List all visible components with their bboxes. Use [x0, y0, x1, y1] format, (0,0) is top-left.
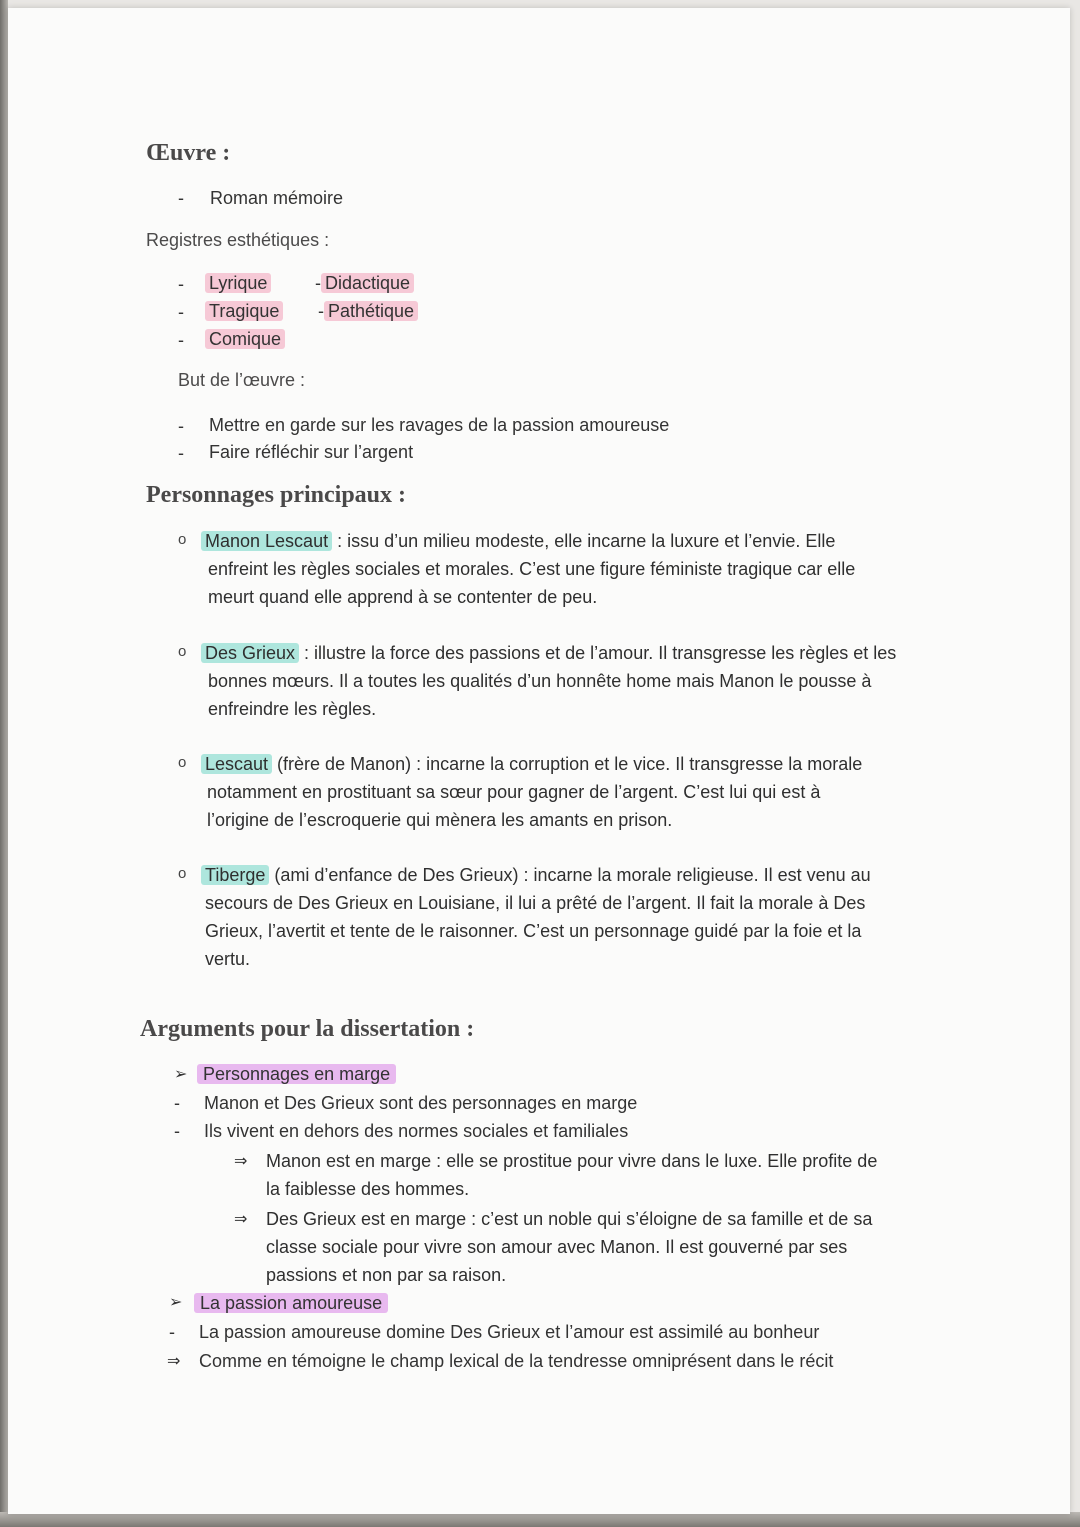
personnage-manon: Manon Lescaut : issu d’un milieu modeste, elle incarne la luxure et l’envie. Elle enfreint les règles sociales et morales. C’est une figure féministe tragique car elle meurt quand elle apprend à se contenter de peu. [201, 527, 855, 611]
section-title: La passion amoureuse [194, 1289, 388, 1317]
double-arrow-icon: ⇒ [234, 1153, 248, 1170]
argument-point: Manon et Des Grieux sont des personnages en marge [204, 1093, 638, 1113]
registre-item: Lyrique [205, 269, 271, 297]
registre-item: Tragique [205, 297, 283, 325]
argument-point: La passion amoureuse domine Des Grieux et l’amour est assimilé au bonheur [199, 1322, 820, 1342]
argument-sub-des-grieux: Des Grieux est en marge : c’est un noble qui s’éloigne de sa famille et de sa classe sociale pour vivre son amour avec Manon. Il est gouverné par ses passions et non par sa raison. [266, 1209, 873, 1285]
arrowhead-bullet-icon: ➢ [174, 1066, 188, 1083]
arrowhead-bullet-icon: ➢ [169, 1294, 183, 1311]
personnage-tiberge: Tiberge (ami d’enfance de Des Grieux) : incarne la morale religieuse. Il est venu au secours de Des Grieux en Louisiane, il lui a prêté de l’argent. Il fait la morale à Des Grieux, l’avertit et tente de le raisonner. C’est un personnage guidé par la foie et la vertu. [201, 861, 871, 973]
but-label: But de l’œuvre : [178, 370, 306, 390]
dash-marker: - [178, 443, 184, 463]
argument-conclusion: Comme en témoigne le champ lexical de la tendresse omniprésent dans le récit [199, 1351, 834, 1371]
personnage-name: Manon Lescaut [201, 531, 332, 551]
dash-marker: - [178, 302, 184, 322]
personnage-name: Lescaut [201, 754, 272, 774]
dash-marker: - [178, 274, 184, 294]
scan-left-edge [0, 0, 8, 1527]
personnages-heading: Personnages principaux : [146, 482, 407, 508]
dash-marker: - [174, 1121, 180, 1141]
registre-item: Comique [205, 325, 285, 353]
dash-marker: - [174, 1093, 180, 1113]
arguments-heading: Arguments pour la dissertation : [140, 1016, 475, 1042]
registre-item: - Pathétique [318, 297, 418, 325]
personnage-name: Tiberge [201, 865, 269, 885]
scan-bottom-edge [0, 1512, 1080, 1527]
personnage-des-grieux: Des Grieux : illustre la force des passions et de l’amour. Il transgresse les règles et les bonnes mœurs. Il a toutes les qualités d’un honnête home mais Manon le pousse à enfreindre les règles. [201, 639, 896, 723]
circle-bullet-icon: o [178, 531, 187, 548]
circle-bullet-icon: o [178, 643, 187, 660]
personnage-name: Des Grieux [201, 643, 299, 663]
but-item: Faire réfléchir sur l’argent [209, 442, 414, 462]
circle-bullet-icon: o [178, 754, 187, 771]
oeuvre-heading: Œuvre : [146, 140, 231, 166]
document-page [8, 8, 1070, 1514]
section-title: Personnages en marge [197, 1060, 396, 1088]
dash-marker: - [178, 416, 184, 436]
oeuvre-genre: Roman mémoire [210, 188, 344, 208]
but-item: Mettre en garde sur les ravages de la passion amoureuse [209, 415, 670, 435]
registre-item: - Didactique [315, 269, 414, 297]
dash-marker: - [169, 1322, 175, 1342]
double-arrow-icon: ⇒ [167, 1353, 181, 1370]
circle-bullet-icon: o [178, 865, 187, 882]
registres-label: Registres esthétiques : [146, 230, 330, 250]
dash-marker: - [178, 188, 184, 208]
double-arrow-icon: ⇒ [234, 1211, 248, 1228]
dash-marker: - [178, 330, 184, 350]
argument-sub-manon: Manon est en marge : elle se prostitue pour vivre dans le luxe. Elle profite de la faiblesse des hommes. [266, 1151, 878, 1199]
argument-point: Ils vivent en dehors des normes sociales et familiales [204, 1121, 629, 1141]
personnage-lescaut: Lescaut (frère de Manon) : incarne la corruption et le vice. Il transgresse la morale notamment en prostituant sa sœur pour gagner de l’argent. C’est lui qui est à l’origine de l’escroquerie qui mènera les amants en prison. [201, 750, 862, 834]
